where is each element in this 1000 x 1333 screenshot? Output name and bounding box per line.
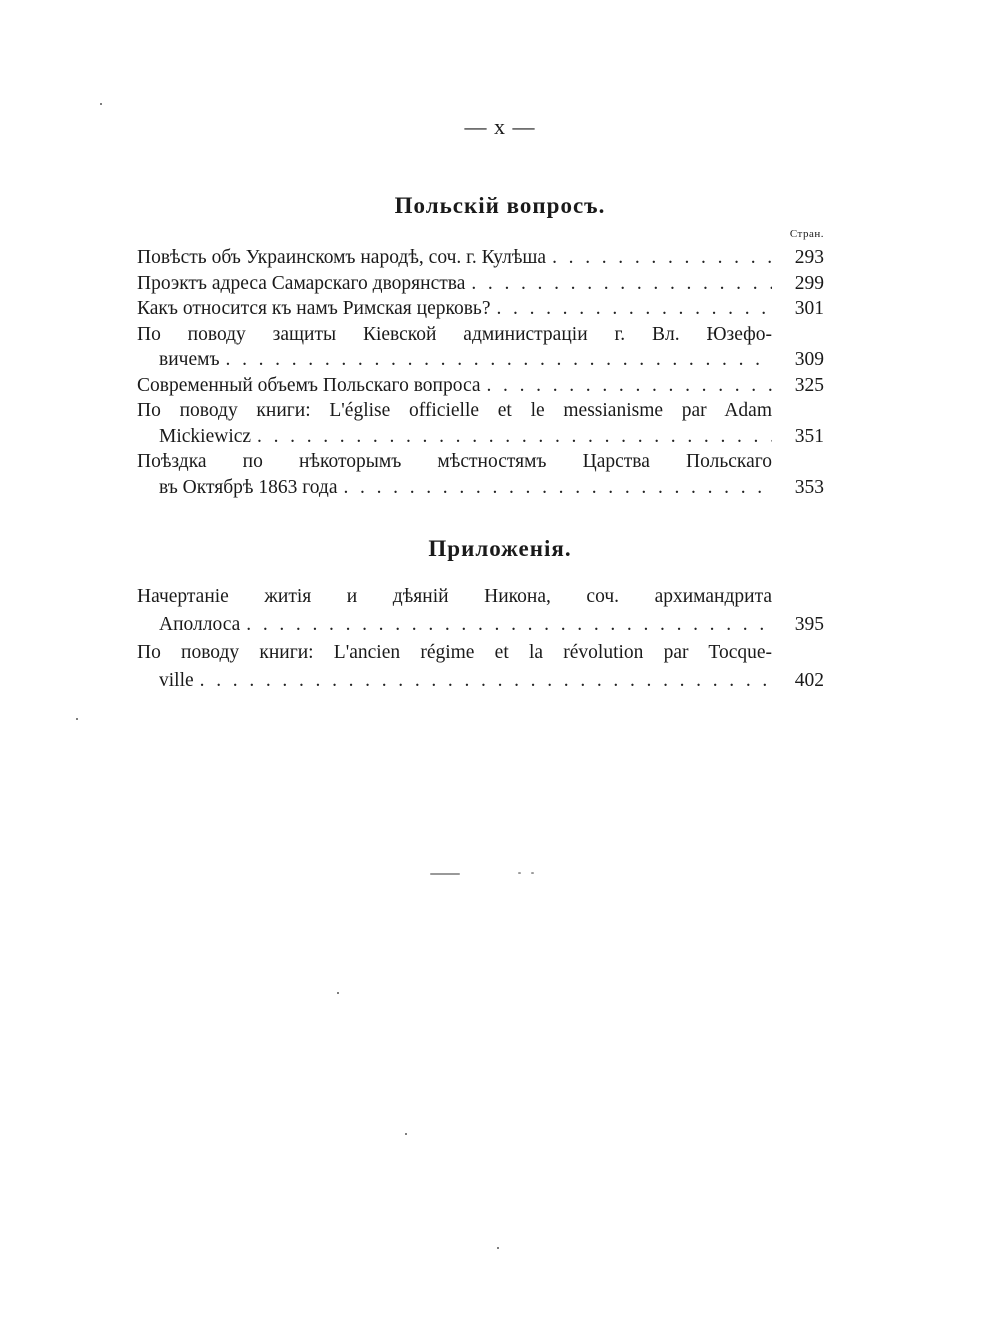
toc-entry-page: 395 <box>794 614 824 635</box>
toc-entry-page: 309 <box>794 349 824 370</box>
toc-entry <box>137 639 824 695</box>
dot-leader <box>471 271 772 297</box>
toc-entry-title: Проэктъ адреса Самарскаго дворянства <box>137 272 466 294</box>
scan-speck <box>76 718 78 720</box>
toc-entry-title: Современный объемъ Польскаго вопроса <box>137 374 481 396</box>
toc-entry-title-line: По поводу книги: L'église officielle et le messianisme par Adam <box>137 400 772 421</box>
dot-leader <box>246 611 772 639</box>
toc-entry-title-line: Поѣздка по нѣкоторымъ мѣстностямъ Царства Польскаго <box>137 451 772 472</box>
toc-entry-title-line: Начертаніе житія и дѣяній Никона, соч. архимандрита <box>137 586 772 607</box>
toc-entry <box>137 373 824 399</box>
toc-entry <box>137 449 824 500</box>
toc-entry-title-line: По поводу книги: L'ancien régime et la révolution par Tocque- <box>137 642 772 663</box>
toc-entry <box>137 322 824 373</box>
toc-section-polish-question <box>137 245 824 500</box>
toc-entry <box>137 245 824 271</box>
toc-entry-page: 351 <box>794 425 824 447</box>
toc-entry-page: 353 <box>794 476 824 498</box>
toc-entry-title-continuation: въ Октябрѣ 1863 года <box>159 476 338 498</box>
scan-speck <box>531 872 534 874</box>
toc-section-appendices <box>137 583 824 695</box>
scan-speck <box>405 1133 407 1135</box>
dot-leader <box>257 424 772 450</box>
scan-speck <box>497 1247 499 1249</box>
toc-entry-title-continuation: Аполлоса <box>159 614 241 635</box>
scan-speck <box>337 992 339 994</box>
dot-leader <box>496 296 772 322</box>
toc-entry-title: Какъ относится къ намъ Римская церковь? <box>137 298 491 319</box>
toc-entry-page: 325 <box>794 374 824 396</box>
dot-leader <box>487 373 773 399</box>
toc-entry-title: Повѣсть объ Украинскомъ народѣ, соч. г. Кулѣша <box>137 247 547 268</box>
section-title-appendices: Приложенія. <box>428 536 572 561</box>
toc-entry-title-line: По поводу защиты Кіевской администраціи г. Вл. Юзефо- <box>137 323 772 345</box>
toc-entry-page: 301 <box>794 298 824 319</box>
scan-speck <box>100 103 102 105</box>
scan-speck <box>518 872 521 874</box>
toc-entry <box>137 271 824 297</box>
toc-entry <box>137 296 824 322</box>
dot-leader <box>226 347 772 373</box>
dot-leader <box>200 667 772 695</box>
toc-entry-title-continuation: ville <box>159 670 194 691</box>
section-title-polish-question: Польскій вопросъ. <box>394 193 606 218</box>
dot-leader <box>552 245 772 271</box>
dot-leader <box>344 475 773 501</box>
toc-entry-title-continuation: Mickiewicz <box>159 425 252 447</box>
toc-entry-title-continuation: вичемъ <box>159 349 220 370</box>
toc-entry-page: 299 <box>794 272 824 294</box>
toc-entry <box>137 398 824 449</box>
toc-entry <box>137 583 824 639</box>
page-column-header: Стран. <box>789 228 824 240</box>
toc-entry-page: 402 <box>794 670 824 691</box>
page-number: — x — <box>464 114 536 139</box>
toc-entry-page: 293 <box>794 247 824 268</box>
scan-smudge <box>430 873 460 875</box>
